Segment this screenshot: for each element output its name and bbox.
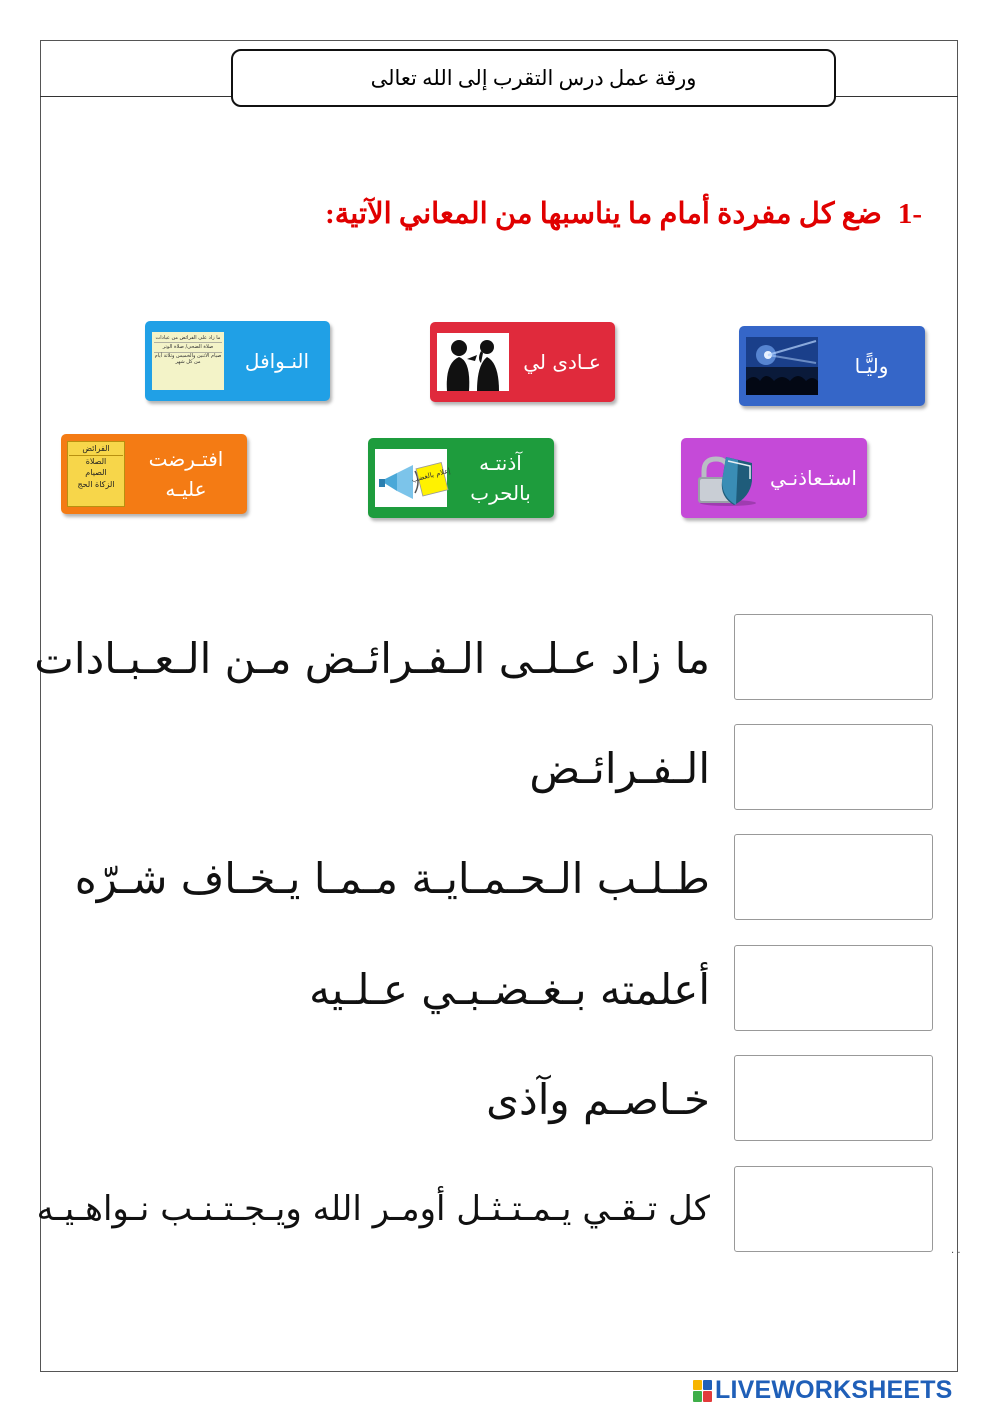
answer-drop-box-6[interactable] bbox=[734, 1166, 933, 1252]
liveworksheets-grid-icon bbox=[693, 1380, 712, 1402]
word-card-wali[interactable] bbox=[739, 326, 925, 406]
megaphone-image-icon bbox=[375, 449, 452, 507]
word-card-label-line2: بالحرب bbox=[470, 481, 531, 505]
definition-2: الـفـرائـض bbox=[529, 744, 710, 793]
worksheet-title-box bbox=[231, 49, 836, 107]
logo-square bbox=[693, 1380, 702, 1391]
note-line: صيام الاثنين والخميس وثلاثة أيام من كل شهر bbox=[154, 352, 222, 365]
word-card-label: عـادى لي bbox=[523, 350, 601, 374]
word-card-nawafil[interactable] bbox=[145, 321, 330, 401]
word-card-label: النـوافل bbox=[244, 349, 310, 373]
brand-name: LIVEWORKSHEETS bbox=[715, 1376, 953, 1404]
liveworksheets-logo bbox=[693, 1376, 953, 1405]
answer-drop-box-5[interactable] bbox=[734, 1055, 933, 1141]
word-card-label: استـعاذنـي bbox=[770, 466, 857, 490]
answer-drop-box-2[interactable] bbox=[734, 724, 933, 810]
logo-square bbox=[703, 1391, 712, 1402]
note-line: ما زاد على الفرائض من عبادات bbox=[154, 334, 222, 343]
note-image-icon bbox=[152, 332, 224, 390]
list-line: الصلاة bbox=[85, 456, 107, 466]
definition-4: أعلمته بـغـضـبـي عـلـيه bbox=[309, 965, 710, 1014]
word-card-iftaradtu-alayh[interactable] bbox=[61, 434, 247, 514]
list-line: الزكاة الحج bbox=[77, 479, 115, 489]
list-image-icon bbox=[67, 441, 125, 507]
list-line: الفرائض bbox=[69, 443, 123, 456]
answer-drop-box-4[interactable] bbox=[734, 945, 933, 1031]
definition-3: طـلـب الـحـمـايـة مـمـا يـخـاف شـرّه bbox=[74, 854, 710, 903]
definition-5: خـاصـم وآذى bbox=[486, 1075, 710, 1124]
logo-square bbox=[703, 1380, 712, 1391]
word-card-adhantuh-bil-harb[interactable] bbox=[368, 438, 554, 518]
logo-square bbox=[693, 1391, 702, 1402]
answer-drop-box-3[interactable] bbox=[734, 834, 933, 920]
answer-drop-box-1[interactable] bbox=[734, 614, 933, 700]
arguing-couple-image-icon bbox=[437, 333, 509, 391]
stray-marks: . . bbox=[951, 1245, 961, 1256]
sign-text: إعلام بالغضب bbox=[410, 466, 452, 485]
word-card-label bbox=[447, 448, 554, 508]
list-line: الصيام bbox=[85, 468, 107, 478]
question-text: ضع كل مفردة أمام ما يناسبها من المعاني الآتية: bbox=[325, 198, 882, 230]
concert-image-icon bbox=[746, 337, 818, 395]
word-card-adaa-li[interactable] bbox=[430, 322, 615, 402]
word-card-label: افتـرضت عليـه bbox=[148, 447, 224, 501]
question-heading bbox=[325, 196, 922, 231]
word-card-label-line1: آذنتـه bbox=[479, 451, 522, 475]
word-card-label: وليًّـا bbox=[854, 354, 889, 378]
definition-1: ما زاد عـلـى الـفـرائـض مـن الـعـبـادات bbox=[34, 634, 710, 683]
shield-lock-image-icon bbox=[688, 449, 760, 507]
word-card-istiaazani[interactable] bbox=[681, 438, 867, 518]
question-number: -1 bbox=[897, 198, 922, 230]
note-line: صلاة الضحى/ صلاة الوتر bbox=[154, 343, 222, 352]
definition-6: كل تـقـي يـمـتـثـل أومـر الله ويـجـتـنـب نـواهـيـه bbox=[36, 1189, 710, 1229]
worksheet-title: ورقة عمل درس التقرب إلى الله تعالى bbox=[370, 65, 697, 90]
